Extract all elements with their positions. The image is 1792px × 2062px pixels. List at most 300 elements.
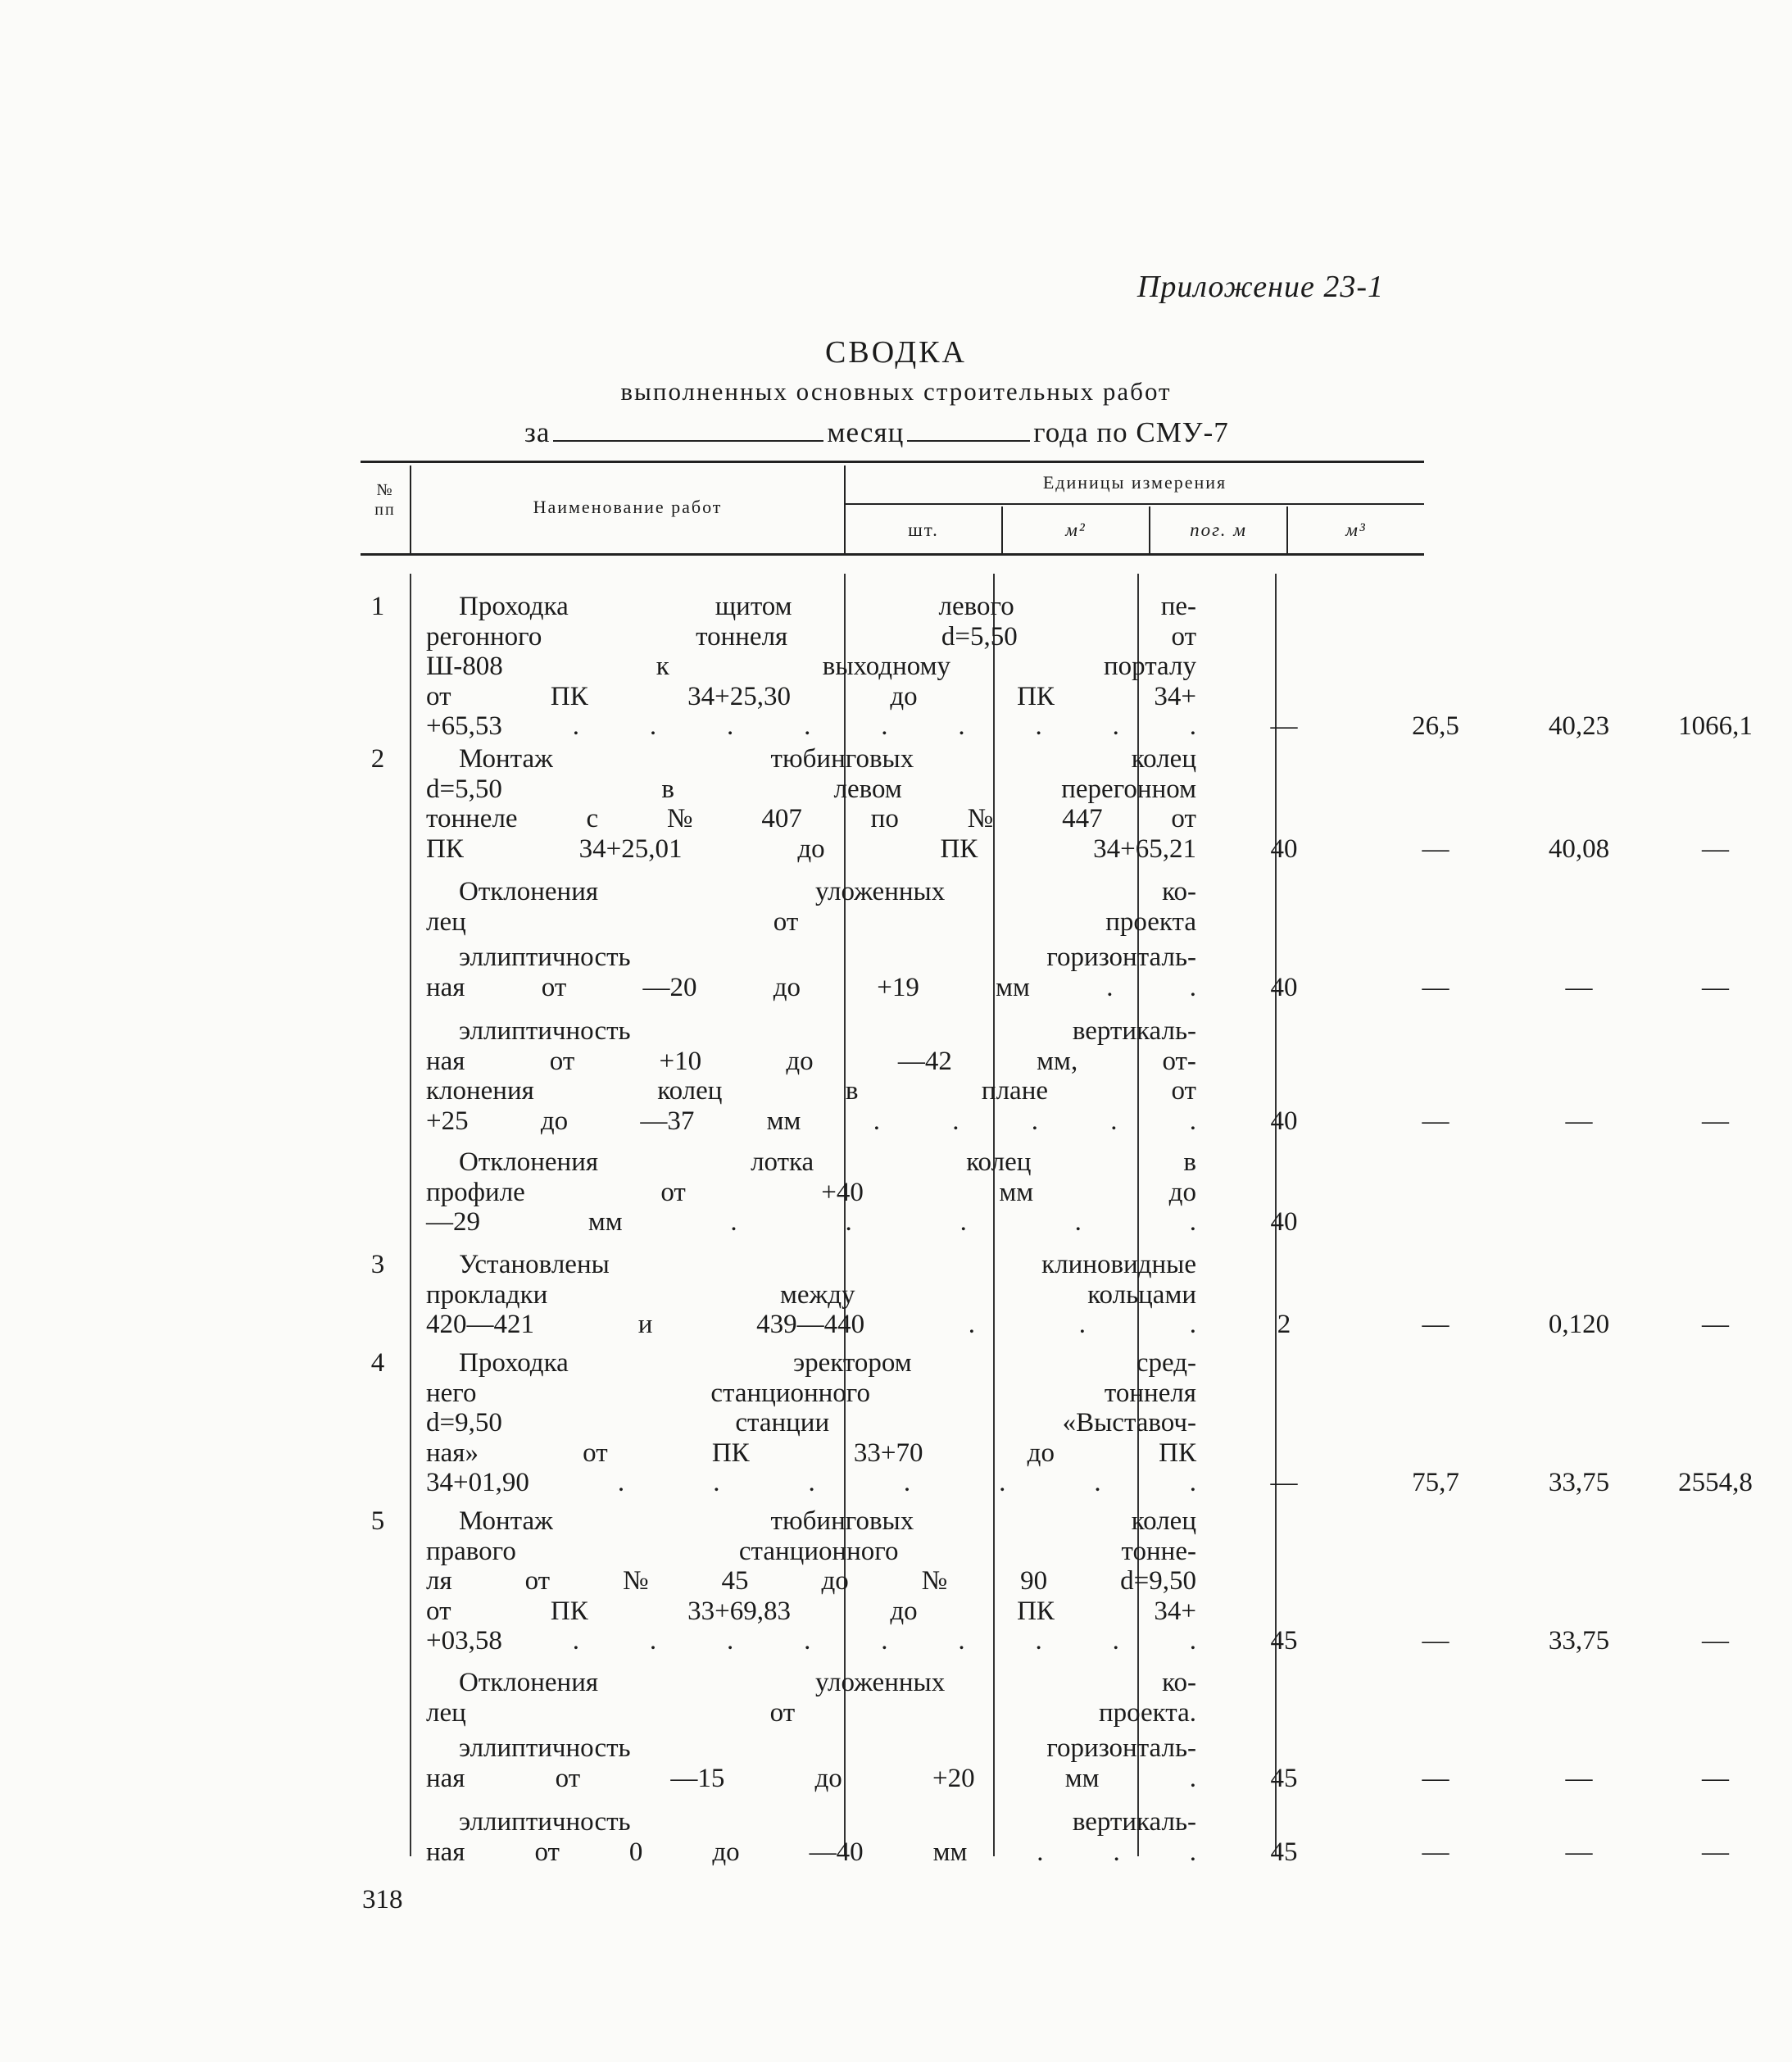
description-line: [426, 1310, 1196, 1340]
value-lin-m: 40,08: [1548, 833, 1610, 864]
description-word: кольцами: [1087, 1279, 1196, 1310]
description-word: ПК: [711, 1437, 750, 1468]
description-word: .: [1112, 711, 1119, 741]
description-line: [426, 1106, 1196, 1137]
row-number: 5: [370, 1506, 385, 1536]
description-word: эллиптичность: [459, 1733, 631, 1763]
description-line: [426, 1733, 1196, 1764]
description-word: и: [637, 1310, 653, 1339]
description-line: [426, 1207, 1196, 1238]
value-pcs: —: [1270, 1468, 1298, 1497]
description-word: левом: [833, 774, 902, 804]
description-word: от: [524, 1566, 551, 1596]
description-line: [426, 1076, 1196, 1106]
header-top-rule: [361, 461, 1424, 463]
description-word: ПК: [1159, 1437, 1196, 1468]
description-word: станционного: [738, 1536, 899, 1566]
period-month: месяц: [827, 416, 905, 448]
description-word: 439—440: [756, 1310, 865, 1339]
description-word: +20: [932, 1763, 975, 1793]
value-m2: —: [1422, 1837, 1449, 1867]
description-word: 34+25,30: [687, 681, 791, 711]
description-word: до: [1168, 1177, 1196, 1207]
description-word: d=5,50: [426, 774, 502, 804]
description-word: ная: [426, 972, 465, 1002]
value-pcs: 40: [1270, 1106, 1298, 1136]
work-description: [426, 1250, 1196, 1340]
description-word: от: [426, 1596, 451, 1626]
description-word: —37: [640, 1106, 695, 1136]
description-line: [426, 1468, 1196, 1498]
description-line: [426, 907, 1196, 938]
description-word: эректором: [792, 1348, 912, 1378]
description-word: .: [881, 711, 888, 741]
work-description: [426, 1668, 1196, 1728]
table-header: [361, 461, 1424, 557]
description-word: от: [549, 1046, 575, 1076]
description-word: .: [881, 1626, 888, 1656]
month-blank: [553, 439, 823, 442]
value-m3: 2554,8: [1678, 1468, 1753, 1497]
description-word: от: [773, 906, 799, 937]
description-word: +10: [659, 1046, 702, 1076]
value-pcs: —: [1270, 711, 1298, 741]
description-word: 0: [628, 1837, 643, 1867]
description-word: d=9,50: [1120, 1566, 1196, 1596]
work-description: [426, 744, 1196, 864]
description-word: .: [958, 711, 965, 741]
value-pcs: 2: [1277, 1310, 1291, 1339]
description-word: лотка: [751, 1147, 814, 1177]
description-word: d=5,50: [941, 621, 1018, 652]
description-word: .: [1037, 1837, 1044, 1867]
description-word: от: [426, 681, 451, 711]
description-word: ПК: [426, 833, 464, 864]
description-word: горизонталь-: [1046, 942, 1196, 972]
description-word: 447: [1062, 804, 1103, 833]
description-word: .: [1074, 1207, 1082, 1237]
description-word: .: [1189, 972, 1196, 1002]
description-word: .: [1106, 972, 1114, 1002]
period-suffix: года по СМУ-7: [1033, 416, 1229, 448]
description-line: [426, 744, 1196, 774]
description-word: Ш-808: [426, 652, 503, 681]
description-word: регонного: [426, 621, 542, 652]
description-word: .: [903, 1468, 911, 1497]
description-word: колец: [1131, 1506, 1196, 1536]
description-line: [426, 877, 1196, 907]
description-word: Монтаж: [459, 744, 553, 774]
description-word: в: [661, 774, 674, 804]
description-word: в: [1183, 1147, 1196, 1177]
description-word: .: [804, 1626, 811, 1656]
value-lin-m: 40,23: [1548, 711, 1610, 741]
description-line: [426, 1016, 1196, 1047]
description-line: [426, 774, 1196, 805]
value-m3: 1066,1: [1678, 711, 1753, 741]
value-lin-m: 33,75: [1548, 1626, 1610, 1656]
description-line: [426, 1047, 1196, 1077]
description-word: от: [1171, 621, 1196, 652]
description-word: .: [727, 1626, 734, 1656]
description-word: до: [786, 1046, 814, 1076]
description-word: .: [1031, 1106, 1038, 1136]
description-word: Отклонения: [459, 1147, 599, 1177]
description-word: клонения: [426, 1076, 534, 1106]
description-word: станционного: [710, 1378, 871, 1408]
description-word: .: [1189, 711, 1196, 741]
description-word: .: [727, 711, 734, 741]
value-pcs: 45: [1270, 1763, 1298, 1793]
header-unit-lin-m: пог. м: [1190, 520, 1247, 540]
description-word: .: [999, 1468, 1006, 1497]
description-word: щитом: [715, 592, 792, 621]
description-word: .: [1078, 1310, 1086, 1339]
description-word: 420—421: [426, 1310, 534, 1339]
description-word: .: [1189, 1837, 1196, 1867]
description-word: .: [730, 1207, 737, 1237]
description-word: проекта.: [1098, 1697, 1196, 1728]
description-word: ная: [426, 1763, 465, 1793]
description-word: «Выставоч-: [1062, 1408, 1196, 1437]
description-word: №: [967, 804, 994, 833]
description-word: правого: [426, 1536, 516, 1566]
description-word: тоннеля: [1104, 1378, 1196, 1408]
description-word: .: [1189, 1310, 1196, 1339]
description-word: ПК: [550, 1596, 588, 1626]
work-description: [426, 592, 1196, 742]
description-word: мм: [996, 972, 1030, 1002]
description-word: ПК: [550, 681, 588, 711]
header-unit-pcs: шт.: [908, 520, 939, 540]
description-word: .: [1189, 1626, 1196, 1656]
description-word: .: [1112, 1626, 1119, 1656]
description-word: —42: [897, 1046, 952, 1076]
description-line: [426, 942, 1196, 973]
description-word: —29: [426, 1207, 480, 1237]
description-word: сред-: [1136, 1348, 1196, 1378]
description-word: тоннеле: [426, 804, 518, 833]
description-word: левого: [938, 592, 1014, 621]
description-word: уложенных: [815, 1668, 946, 1697]
description-word: мм,: [1037, 1046, 1078, 1076]
header-name: Наименование работ: [533, 497, 723, 517]
description-word: до: [773, 972, 801, 1002]
description-word: уложенных: [815, 877, 946, 906]
description-word: 407: [761, 804, 802, 833]
value-m2: 26,5: [1412, 711, 1459, 741]
value-pcs: 40: [1270, 972, 1298, 1002]
description-word: ПК: [1017, 681, 1055, 711]
description-word: плане: [981, 1076, 1049, 1106]
description-word: ная: [426, 1837, 465, 1867]
row-number: 4: [370, 1348, 385, 1378]
value-lin-m: —: [1565, 1837, 1593, 1867]
value-m2: —: [1422, 1106, 1449, 1136]
value-m3: —: [1702, 833, 1729, 864]
value-pcs: 40: [1270, 1207, 1298, 1237]
value-lin-m: —: [1565, 972, 1593, 1002]
description-word: .: [1035, 711, 1042, 741]
description-word: Отклонения: [459, 877, 599, 906]
description-word: ля: [426, 1566, 452, 1596]
work-description: [426, 942, 1196, 1002]
description-word: +40: [821, 1177, 864, 1207]
value-m2: —: [1422, 833, 1449, 864]
description-word: проекта: [1105, 906, 1196, 937]
description-word: —15: [670, 1763, 725, 1793]
description-word: к: [656, 652, 669, 681]
value-m2: —: [1422, 1763, 1449, 1793]
description-word: вертикаль-: [1072, 1016, 1196, 1046]
description-word: +25: [426, 1106, 469, 1136]
description-word: 33+69,83: [687, 1596, 791, 1626]
description-word: мм: [1064, 1763, 1100, 1793]
description-line: [426, 1348, 1196, 1378]
description-line: [426, 1408, 1196, 1438]
description-word: от: [541, 972, 567, 1002]
header-unit-m3: м³: [1345, 520, 1367, 540]
description-line: [426, 652, 1196, 682]
description-word: ко-: [1162, 877, 1196, 906]
description-word: .: [804, 711, 811, 741]
description-word: .: [958, 1626, 965, 1656]
description-word: мм: [932, 1837, 968, 1867]
description-word: .: [1189, 1468, 1196, 1497]
description-line: [426, 1147, 1196, 1178]
description-word: по: [870, 804, 899, 833]
description-line: [426, 1537, 1196, 1567]
work-description: [426, 1807, 1196, 1867]
description-word: 33+70: [853, 1437, 923, 1468]
description-word: —20: [642, 972, 697, 1002]
description-line: [426, 1596, 1196, 1627]
description-word: эллиптичность: [459, 1016, 631, 1046]
description-word: .: [649, 711, 657, 741]
description-line: [426, 1280, 1196, 1310]
value-m3: —: [1702, 1626, 1729, 1656]
value-m2: 75,7: [1412, 1468, 1459, 1497]
description-word: +19: [877, 972, 919, 1002]
value-m3: —: [1702, 1310, 1729, 1339]
description-line: [426, 682, 1196, 712]
description-line: [426, 1807, 1196, 1837]
description-word: тюбинговых: [770, 744, 914, 774]
value-m3: —: [1702, 1763, 1729, 1793]
description-word: эллиптичность: [459, 942, 631, 972]
description-word: в: [845, 1076, 859, 1106]
description-word: до: [540, 1106, 569, 1136]
value-pcs: 40: [1270, 833, 1298, 864]
description-word: перегонном: [1061, 774, 1196, 804]
description-word: 34+65,21: [1093, 833, 1196, 864]
value-m3: —: [1702, 1106, 1729, 1136]
description-word: ПК: [1017, 1596, 1055, 1626]
description-word: пе-: [1160, 592, 1196, 621]
header-units-group: Единицы измерения: [1042, 472, 1227, 493]
description-word: мм: [999, 1177, 1034, 1207]
document-title: СВОДКА: [825, 335, 967, 370]
year-blank: [907, 439, 1030, 442]
description-word: с: [586, 804, 599, 833]
value-lin-m: —: [1565, 1763, 1593, 1793]
description-word: колец: [1131, 744, 1196, 774]
value-lin-m: 0,120: [1548, 1310, 1610, 1339]
value-pcs: 45: [1270, 1837, 1298, 1867]
value-lin-m: 33,75: [1548, 1468, 1610, 1497]
work-description: [426, 1348, 1196, 1498]
value-m2: —: [1422, 1626, 1449, 1656]
header-bottom-rule: [361, 553, 1424, 556]
description-line: [426, 1438, 1196, 1469]
description-word: +03,58: [426, 1626, 502, 1656]
description-word: ная»: [426, 1437, 479, 1468]
description-word: 45: [721, 1566, 749, 1596]
header-num: № пп: [374, 481, 396, 519]
description-word: Проходка: [459, 592, 569, 621]
description-word: до: [890, 681, 918, 711]
appendix-label: Приложение 23-1: [1136, 270, 1384, 304]
description-word: Отклонения: [459, 1668, 599, 1697]
description-word: прокладки: [426, 1279, 548, 1310]
description-word: порталу: [1104, 652, 1196, 681]
value-lin-m: —: [1565, 1106, 1593, 1136]
description-word: 34+: [1154, 681, 1196, 711]
description-word: профиле: [426, 1177, 525, 1207]
description-word: от: [769, 1697, 796, 1728]
description-line: [426, 1178, 1196, 1208]
description-line: [426, 1837, 1196, 1868]
body-vline: [410, 574, 411, 1856]
description-line: [426, 834, 1196, 865]
value-pcs: 45: [1270, 1626, 1298, 1656]
description-word: 34+25,01: [578, 833, 683, 864]
description-word: .: [617, 1468, 625, 1497]
description-word: до: [712, 1837, 740, 1867]
description-word: лец: [426, 906, 466, 937]
description-word: .: [572, 1626, 579, 1656]
description-word: от-: [1162, 1046, 1196, 1076]
value-m3: —: [1702, 1837, 1729, 1867]
row-number: 1: [370, 592, 385, 621]
work-description: [426, 1733, 1196, 1793]
description-line: [426, 1626, 1196, 1656]
period-line: [524, 416, 1229, 449]
description-word: Монтаж: [459, 1506, 553, 1536]
description-word: станции: [735, 1408, 830, 1437]
description-word: .: [952, 1106, 960, 1136]
work-description: [426, 877, 1196, 937]
description-word: тюбинговых: [770, 1506, 914, 1536]
description-word: до: [821, 1566, 849, 1596]
description-line: [426, 1378, 1196, 1409]
row-number: 2: [370, 744, 385, 774]
description-word: Проходка: [459, 1348, 569, 1378]
description-word: до: [797, 833, 825, 864]
description-word: ПК: [940, 833, 978, 864]
description-word: тонне-: [1121, 1536, 1196, 1566]
description-word: эллиптичность: [459, 1807, 631, 1837]
description-word: №: [921, 1566, 948, 1596]
description-word: 34+01,90: [426, 1468, 529, 1497]
header-unit-m2: м²: [1065, 520, 1087, 540]
description-line: [426, 1698, 1196, 1728]
description-line: [426, 622, 1196, 652]
description-word: от: [534, 1837, 560, 1867]
description-word: колец: [657, 1076, 723, 1106]
description-word: .: [713, 1468, 720, 1497]
description-word: до: [890, 1596, 918, 1626]
description-word: от: [1171, 804, 1196, 833]
document-subtitle: выполненных основных строительных работ: [620, 377, 1172, 406]
description-word: .: [1110, 1106, 1118, 1136]
description-word: .: [1189, 1207, 1196, 1237]
description-word: тоннеля: [696, 621, 788, 652]
work-description: [426, 1147, 1196, 1238]
value-m3: —: [1702, 972, 1729, 1002]
work-description: [426, 1506, 1196, 1656]
description-word: .: [845, 1207, 852, 1237]
description-line: [426, 711, 1196, 742]
description-line: [426, 592, 1196, 622]
description-word: d=9,50: [426, 1408, 502, 1437]
description-word: .: [808, 1468, 815, 1497]
row-number: 3: [370, 1250, 385, 1279]
description-word: .: [1189, 1106, 1196, 1136]
description-word: клиновидные: [1041, 1250, 1196, 1279]
description-word: от: [583, 1437, 608, 1468]
description-word: мм: [766, 1106, 801, 1136]
description-word: +65,53: [426, 711, 502, 741]
description-word: .: [572, 711, 579, 741]
description-word: него: [426, 1378, 477, 1408]
description-word: 90: [1020, 1566, 1048, 1596]
page-number: 318: [362, 1885, 403, 1914]
description-word: .: [1113, 1837, 1120, 1867]
description-line: [426, 1506, 1196, 1537]
description-word: горизонталь-: [1046, 1733, 1196, 1763]
description-word: до: [814, 1763, 842, 1793]
description-word: между: [779, 1279, 855, 1310]
period-prefix: за: [524, 416, 551, 448]
description-word: Установлены: [459, 1250, 610, 1279]
description-word: .: [873, 1106, 880, 1136]
description-line: [426, 1250, 1196, 1280]
description-line: [426, 804, 1196, 834]
description-word: вертикаль-: [1072, 1807, 1196, 1837]
description-word: .: [960, 1207, 967, 1237]
description-line: [426, 1668, 1196, 1698]
value-m2: —: [1422, 972, 1449, 1002]
description-word: ко-: [1162, 1668, 1196, 1697]
description-word: от: [1171, 1076, 1196, 1106]
description-word: колец: [966, 1147, 1032, 1177]
description-word: лец: [426, 1697, 466, 1728]
description-word: выходному: [822, 652, 951, 681]
description-word: от: [660, 1177, 686, 1207]
description-word: мм: [588, 1207, 623, 1237]
description-word: .: [1094, 1468, 1101, 1497]
description-word: №: [623, 1566, 649, 1596]
description-word: от: [555, 1763, 581, 1793]
description-word: .: [968, 1310, 976, 1339]
header-units-rule: [844, 503, 1424, 505]
description-word: .: [1189, 1763, 1196, 1793]
value-m2: —: [1422, 1310, 1449, 1339]
description-word: №: [666, 804, 693, 833]
description-line: [426, 973, 1196, 1003]
description-line: [426, 1566, 1196, 1596]
